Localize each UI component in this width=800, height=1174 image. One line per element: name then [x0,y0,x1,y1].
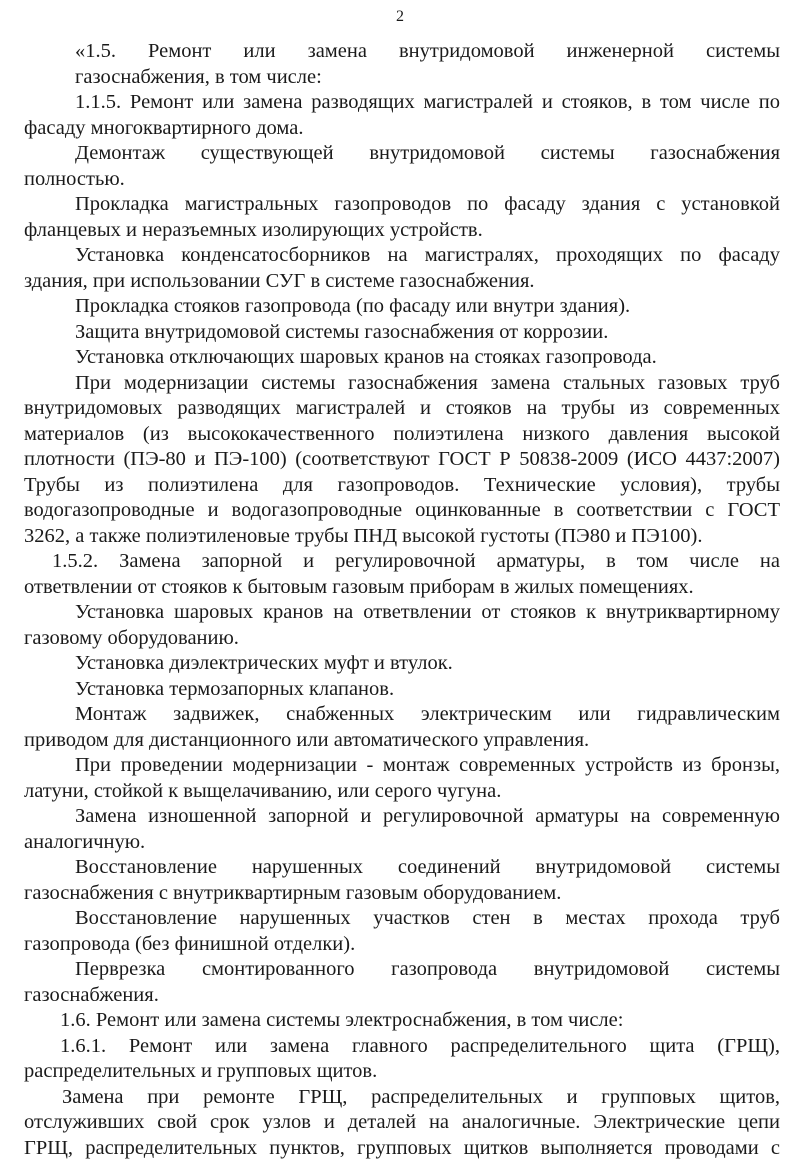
text-line: Монтаж задвижек, снабженных электрическим или гидравлическим [75,703,780,725]
text-line: отслуживших свой срок узлов и деталей на аналогичные. Электрические цепи [24,1111,780,1133]
text-line: Демонтаж существующей внутридомовой системы газоснабжения [75,142,780,164]
text-line: Установка шаровых кранов на ответвлении от стояков к внутриквартирному [75,601,780,623]
text-line: приводом для дистанционного или автоматического управления. [24,728,590,751]
page-number: 2 [396,8,404,25]
text-line: латуни, стойкой к выщелачиванию, или серого чугуна. [24,779,502,802]
text-line: Установка отключающих шаровых кранов на стояках газопровода. [75,346,657,368]
text-line: фланцевых и неразъемных изолирующих устройств. [24,218,483,241]
text-line: газоснабжения с внутриквартирным газовым оборудованием. [24,881,562,904]
document-body [24,39,780,1161]
text-line: Прокладка стояков газопровода (по фасаду или внутри здания). [75,295,631,317]
text-line: При проведении модернизации - монтаж современных устройств из бронзы, [75,754,780,776]
text-line: «1.5. Ремонт или замена внутридомовой инженерной системы [75,40,780,62]
text-line: 1.1.5. Ремонт или замена разводящих магистралей и стояков, в том числе по [75,91,780,113]
text-line: Прокладка магистральных газопроводов по фасаду здания с установкой [75,193,780,215]
text-line: 1.6.1. Ремонт или замена главного распределительного щита (ГРЩ), [60,1034,780,1057]
text-line: ответвлении от стояков к бытовым газовым приборам в жилых помещениях. [24,575,694,598]
text-line: газоснабжения. [24,983,159,1006]
text-line: здания, при использовании СУГ в системе газоснабжения. [24,269,535,292]
text-line: Замена изношенной запорной и регулировочной арматуры на современную [75,805,780,827]
text-line: Замена при ремонте ГРЩ, распределительных и групповых щитов, [62,1085,780,1108]
text-line: 1.5.2. Замена запорной и регулировочной арматуры, в том числе на [52,550,780,572]
text-line: газоснабжения, в том числе: [75,65,322,88]
text-line: Установка конденсатосборников на магистралях, проходящих по фасаду [75,244,780,266]
text-line: газопровода (без финишной отделки). [24,932,356,955]
text-line: Установка термозапорных клапанов. [75,677,395,700]
text-line: Перврезка смонтированного газопровода внутридомовой системы [75,958,780,980]
text-line: Восстановление нарушенных участков стен в местах прохода труб [75,907,780,929]
text-line: водогазопроводные и водогазопроводные оцинкованные в соответствии с ГОСТ [24,499,780,521]
text-line: плотности (ПЭ-80 и ПЭ-100) (соответствуют ГОСТ Р 50838-2009 (ИСО 4437:2007) [24,448,780,470]
text-line: При модернизации системы газоснабжения замена стальных газовых труб [75,371,780,394]
text-line: аналогичную. [24,830,146,853]
text-line: Восстановление нарушенных соединений внутридомовой системы [75,856,780,878]
text-line: 1.6. Ремонт или замена системы электроснабжения, в том числе: [60,1009,624,1031]
text-line: ГРЩ, распределительных пунктов, групповых щитков выполняется проводами с [24,1136,780,1159]
text-line: фасаду многоквартирного дома. [24,116,304,139]
text-line: распределительных и групповых щитов. [24,1060,378,1082]
text-line: газовому оборудованию. [24,626,239,649]
text-line: Трубы из полиэтилена для газопроводов. Технические условия), трубы [24,473,780,496]
text-line: полностью. [24,167,125,190]
text-line: материалов (из высококачественного полиэтилена низкого давления высокой [24,422,780,445]
text-line: внутридомовых разводящих магистралей и стояков на трубы из современных [24,397,780,419]
text-line: Установка диэлектрических муфт и втулок. [75,652,453,674]
text-line: Защита внутридомовой системы газоснабжения от коррозии. [75,320,609,343]
text-line: 3262, а также полиэтиленовые трубы ПНД высокой густоты (ПЭ80 и ПЭ100). [24,524,703,547]
